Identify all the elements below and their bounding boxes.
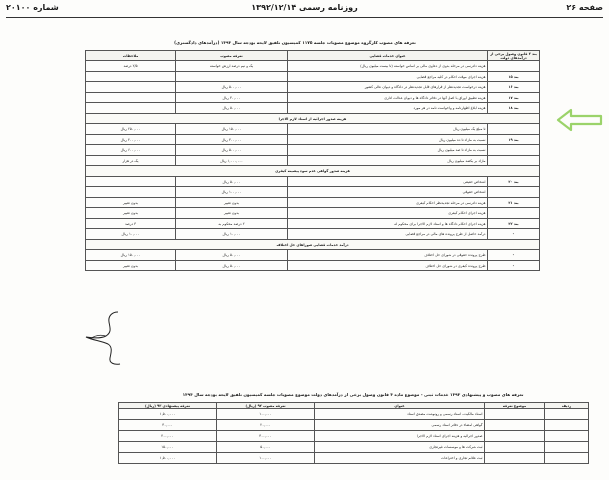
approved-fee-cell: ۵۰,۰۰۰ ریال — [176, 260, 288, 271]
row-number-cell — [545, 409, 589, 420]
table-row — [86, 124, 540, 135]
note-cell — [86, 82, 176, 93]
approved-fee-cell — [176, 71, 288, 82]
service-description-cell: اشخاص حقوقی — [288, 187, 488, 198]
note-cell: ۲۵۰,۰۰۰ ریال — [86, 124, 176, 135]
table1-header-desc: عنوان خدمات قضایی — [288, 51, 488, 61]
approved-fee-cell: یک و نیم درصد ارزش خواسته — [176, 61, 288, 72]
proposed-fee-cell: ۳۰,۰۰۰ — [119, 420, 217, 431]
table2-header-desc: عنوان — [315, 403, 485, 409]
note-cell — [86, 187, 176, 198]
section-heading: درآمد خدمات قضایی شوراهای حل اختلاف — [86, 239, 540, 250]
note-cell: ۴۰۰,۰۰۰ ریال — [86, 134, 176, 145]
service-description-cell: هزینه ابلاغ اظهارنامه و واخواست نامه در هر مورد — [288, 103, 488, 114]
legal-basis-cell: بند ۱۷ — [488, 92, 540, 103]
approved-fee-cell: ۵۰,۰۰۰ ریال — [176, 250, 288, 261]
service-description-cell: نسبت به مازاد تا ده میلیون ریال — [288, 134, 488, 145]
table-row — [86, 103, 540, 114]
proposed-fee-cell: ۴۰۰,۰۰۰ — [119, 431, 217, 442]
table-row — [119, 420, 589, 431]
note-cell: ۲/۵ درصد — [86, 61, 176, 72]
registration-fees-table — [118, 402, 589, 464]
header-divider — [6, 17, 603, 18]
table1-header-note: ملاحظات — [86, 51, 176, 61]
service-description-cell: مازاد بر یکصد میلیون ریال — [288, 155, 488, 166]
note-cell: بدون تغییر — [86, 208, 176, 219]
table-row — [86, 260, 540, 271]
section-heading: هزینه صدور اجرائیه از اسناد لازم الاجرا — [86, 113, 540, 124]
note-cell: ۱۵۰,۰۰۰ ریال — [86, 250, 176, 261]
legal-basis-cell: بند ۱۶ — [488, 82, 540, 93]
service-description-cell: صدور اجرائیه و هزینه اجرای اسناد لازم الاجرا — [315, 431, 485, 442]
table-row — [119, 453, 589, 464]
table-row — [86, 61, 540, 72]
issue-number-label: شماره ۲۰۱۰۰ — [6, 3, 59, 12]
approved-fee-cell: ۵۰,۰۰۰ — [217, 442, 315, 453]
page-header — [6, 3, 603, 17]
table1-caption: تعرفه های مصوب کارگروه موضوع مصوبات جلسه ۱۱۷۵ کمیسیون تلفیق لایحه بودجه سال ۱۳۹۳ (درآمدهای دادگستری) — [174, 40, 416, 45]
note-cell — [86, 103, 176, 114]
legal-basis-cell: بند ۲۰ — [488, 176, 540, 187]
approved-fee-cell: ۱,۰۰۰,۰۰۰ ریال — [176, 155, 288, 166]
table-row — [86, 176, 540, 187]
table-row — [86, 218, 540, 229]
table-row — [119, 409, 589, 420]
note-cell: بدون تغییر — [86, 197, 176, 208]
table-section-row — [86, 166, 540, 177]
tariff-subject-cell — [485, 409, 545, 420]
table2-header-row-number: ردیف — [545, 403, 589, 409]
legal-basis-cell — [488, 61, 540, 72]
service-description-cell: هزینه دادرسی در مرحله تجدیدنظر احکام کیفری — [288, 197, 488, 208]
table-row — [86, 208, 540, 219]
table-row — [86, 250, 540, 261]
note-cell: ۳ درصد — [86, 218, 176, 229]
legal-basis-cell — [488, 155, 540, 166]
legal-basis-cell: - — [488, 260, 540, 271]
service-description-cell: طرح پرونده حقوقی در شورای حل اختلاف — [288, 250, 488, 261]
table-row — [86, 82, 540, 93]
service-description-cell: اشخاص حقیقی — [288, 176, 488, 187]
service-description-cell: تا مبلغ یک میلیون ریال — [288, 124, 488, 135]
service-description-cell: درآمد حاصل از طرح پرونده های مالی در مراجع قضایی — [288, 229, 488, 240]
table-section-row — [86, 239, 540, 250]
left-arrow-icon — [556, 107, 604, 133]
proposed-fee-cell: ۱۵۰,۰۰۰ — [119, 442, 217, 453]
legal-basis-cell: بند ۱۹ — [488, 134, 540, 145]
approved-fee-cell: ۱۵۰,۰۰۰ ریال — [176, 124, 288, 135]
approved-fee-cell: ۵۰,۰۰۰ ریال — [176, 176, 288, 187]
note-cell: ۱۰,۰۰۰ ریال — [86, 229, 176, 240]
service-description-cell: گواهی امضاء در دفاتر اسناد رسمی — [315, 420, 485, 431]
service-description-cell: هزینه اجرای احکام دادگاه ها و اسناد لازم الاجرا برای محکوم له — [288, 218, 488, 229]
approved-fee-cell: ۳۰۰,۰۰۰ — [217, 431, 315, 442]
service-description-cell: نسبت به مازاد تا صد میلیون ریال — [288, 145, 488, 156]
table1-header-basis: بند ۳ قانون وصول برخی از درآمدهای دولت — [488, 51, 540, 61]
table-row — [86, 71, 540, 82]
legal-basis-cell: بند ۱۵ — [488, 71, 540, 82]
service-description-cell: ثبت علائم تجاری و اختراعات — [315, 453, 485, 464]
table-row — [86, 187, 540, 198]
legal-basis-cell: - — [488, 250, 540, 261]
service-description-cell: هزینه تطبیق اوراق با اصل آنها در دفاتر دادگاه ها و دیوان عدالت اداری — [288, 92, 488, 103]
table2-header-fee: تعرفه مصوب ۹۲ (ریال) — [217, 403, 315, 409]
legal-basis-cell — [488, 124, 540, 135]
service-description-cell: هزینه اجرای موقت احکام در کلیه مراجع قضایی — [288, 71, 488, 82]
tariff-subject-cell — [485, 431, 545, 442]
row-number-cell — [545, 431, 589, 442]
legal-basis-cell — [488, 208, 540, 219]
note-cell — [86, 71, 176, 82]
legal-basis-cell — [488, 187, 540, 198]
table2-header-proposed: تعرفه پیشنهادی ۹۳ (ریال) — [119, 403, 217, 409]
handwritten-bracket-icon — [82, 310, 124, 366]
service-description-cell: هزینه اجرای احکام کیفری — [288, 208, 488, 219]
table-row — [86, 197, 540, 208]
table-row — [119, 442, 589, 453]
section-heading: هزینه صدور گواهی عدم سوء پیشینه کیفری — [86, 166, 540, 177]
approved-fee-cell: ۱۰۰,۰۰۰ ریال — [176, 187, 288, 198]
table-row — [86, 145, 540, 156]
service-description-cell: اسناد مالکیت، اسناد رسمی و رونوشت مصدق اسناد — [315, 409, 485, 420]
table2-header-basis: موضوع تعرفه — [485, 403, 545, 409]
tariff-subject-cell — [485, 442, 545, 453]
table-section-row — [86, 113, 540, 124]
note-cell: بدون تغییر — [86, 260, 176, 271]
approved-fee-cell: ۳۰,۰۰۰ ریال — [176, 92, 288, 103]
approved-fee-cell: ۵۰,۰۰۰ ریال — [176, 103, 288, 114]
table1-header-fee: تعرفه مصوب — [176, 51, 288, 61]
legal-basis-cell: - — [488, 229, 540, 240]
approved-fee-cell: ۱۰,۰۰۰ ریال — [176, 229, 288, 240]
table2-body — [119, 409, 589, 464]
gazette-title: روزنامه رسمی ۱۳۹۲/۱۲/۱۴ — [251, 3, 358, 12]
tariff-subject-cell — [485, 420, 545, 431]
legal-basis-cell: بند ۲۱ — [488, 197, 540, 208]
table-row — [86, 155, 540, 166]
proposed-fee-cell: ۱,۵۰۰,۰۰۰ — [119, 409, 217, 420]
approved-fee-cell: ۵۰۰,۰۰۰ ریال — [176, 82, 288, 93]
page-number-label: صفحه ۲۶ — [566, 3, 603, 12]
approved-fee-cell: ۱۰۰,۰۰۰ — [217, 453, 315, 464]
table-row — [86, 92, 540, 103]
approved-fee-cell: ۲۰,۰۰۰ — [217, 420, 315, 431]
table-row — [119, 431, 589, 442]
table2-caption: تعرفه های مصوب و پیشنهادی ۱۳۹۳ خدمات ثبتی - موضوع ماده ۳ قانون وصول برخی از درآمدهای دولت موضوع مصوبات جلسه کمیسیون تلفیق لایحه بودجه سال ۱۳۹۳ — [182, 392, 524, 397]
approved-fee-cell: ۵۰۰,۰۰۰ ریال — [176, 145, 288, 156]
approved-fee-cell: ۳۰۰,۰۰۰ ریال — [176, 134, 288, 145]
note-cell: ۶۰۰,۰۰۰ ریال — [86, 145, 176, 156]
service-description-cell: هزینه درخواست تجدیدنظر از قرارهای قابل تجدیدنظر در دادگاه و دیوان عالی کشور — [288, 82, 488, 93]
row-number-cell — [545, 453, 589, 464]
service-description-cell: طرح پرونده کیفری در شورای حل اختلاف — [288, 260, 488, 271]
row-number-cell — [545, 442, 589, 453]
approved-fee-cell: بدون تغییر — [176, 197, 288, 208]
service-description-cell: ثبت شرکت ها و موسسات غیرتجاری — [315, 442, 485, 453]
legal-basis-cell: بند ۱۸ — [488, 103, 540, 114]
legal-basis-cell: بند ۲۲ — [488, 218, 540, 229]
note-cell — [86, 176, 176, 187]
row-number-cell — [545, 420, 589, 431]
table1-body — [86, 61, 540, 271]
table1-header-row — [86, 51, 540, 61]
proposed-fee-cell: ۱,۵۰۰,۰۰۰ — [119, 453, 217, 464]
approved-fee-cell: ۱۰۰,۰۰۰ — [217, 409, 315, 420]
table-row — [86, 134, 540, 145]
service-description-cell: هزینه دادرسی در مرحله بدوی از دعاوی مالی بر اساس خواسته (تا بیست میلیون ریال) — [288, 61, 488, 72]
tariff-subject-cell — [485, 453, 545, 464]
table-row — [86, 229, 540, 240]
judicial-fees-table — [85, 50, 540, 271]
approved-fee-cell: ۲ درصد محکوم به — [176, 218, 288, 229]
approved-fee-cell: بدون تغییر — [176, 208, 288, 219]
legal-basis-cell — [488, 145, 540, 156]
note-cell — [86, 92, 176, 103]
note-cell: یک در هزار — [86, 155, 176, 166]
